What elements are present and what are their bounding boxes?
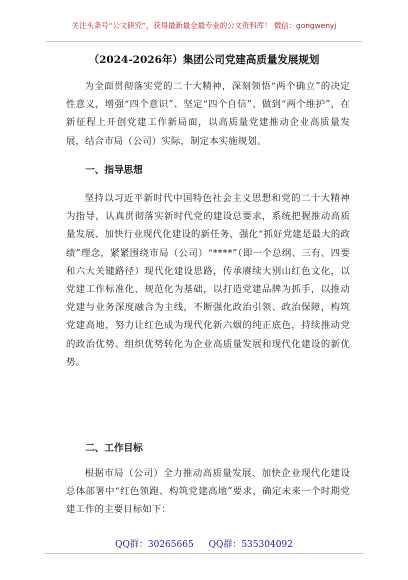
qq-group-1: QQ群：30265665: [115, 540, 194, 550]
header-divider: [46, 41, 362, 42]
section-heading-guiding-ideology: 一、指导思想: [85, 165, 143, 176]
footer-qq-groups: [0, 537, 408, 550]
intro-paragraph: 为全面贯彻落实党的二十大精神，深刻领悟“两个确立”的决定性意义，增强“四个意识”、坚定“四个自信”、做到“两个维护”，在新征程上开创党建工作新局面，以高质量党建推动企业高质量发展，结合市局（公司）实际，制定本实施规划。: [66, 81, 350, 147]
guiding-ideology-paragraph: 坚持以习近平新时代中国特色社会主义思想和党的二十大精神为指导，认真贯彻落实新时代党的建设总要求，系统把握推动高质量发展、加快行业现代化建设的新任务，强化“抓好党建是最大的政绩”理念，紧紧围绕市局（公司）“****”（即一个总纲、三有、四要和六大关键路径）现代化建设思路，传承赓续大别山红色文化，以党建工作标准化、规范化为基础，以打造党建品牌为抓手，以推动党建与业务深度融合为主线，不断强化政治引领、政治保障，构筑党建高地，努力让红色成为现代化新六烟的纯正底色，持续推动党的政治优势、组织优势转化为企业高质量发展和现代化建设的新优势。: [66, 193, 350, 368]
section-heading-work-goals: 二、工作目标: [85, 443, 143, 454]
work-goals-paragraph: 根据市局（公司）全力推动高质量发展、加快企业现代化建设总体部署中“红色领跑、构筑党建高地”要求，确定未来一个时期党建工作的主要目标如下：: [66, 468, 350, 516]
document-title: （2024-2026年）集团公司党建高质量发展规划: [88, 54, 320, 66]
footer-divider: [44, 553, 364, 554]
qq-group-2: QQ群：535304092: [208, 540, 293, 550]
header-banner: 关注头条号“公文研究”，获得最新最全最专业的公文资料库！ 微信：gongwenyj: [71, 21, 337, 30]
